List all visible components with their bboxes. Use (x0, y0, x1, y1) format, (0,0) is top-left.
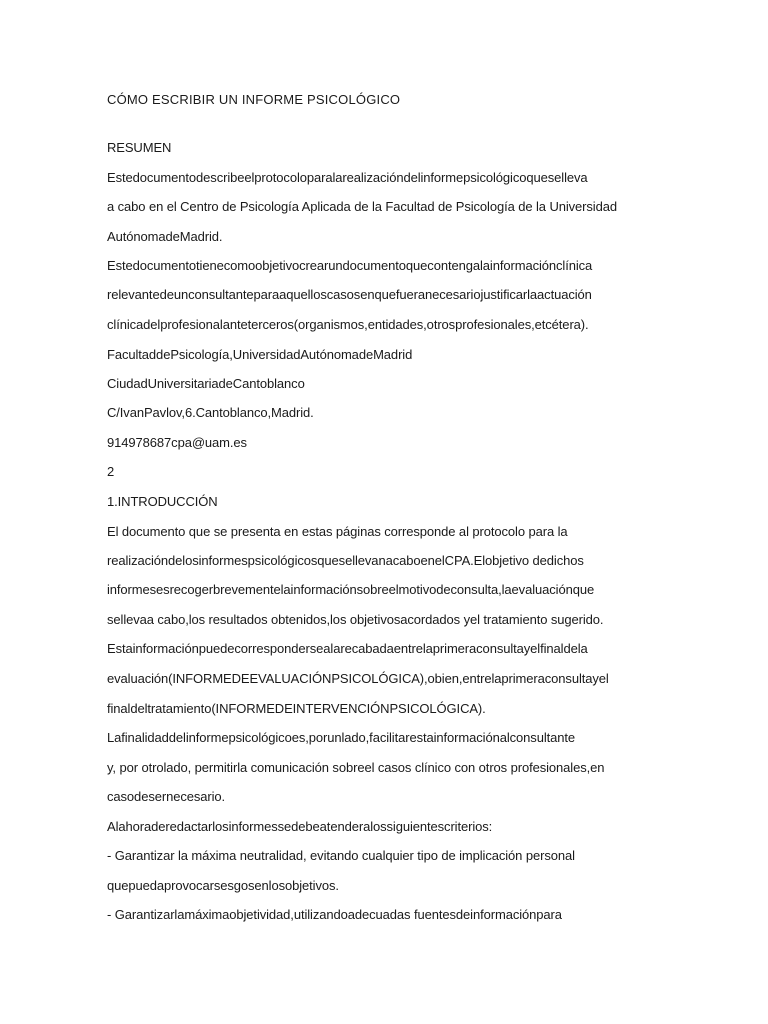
text-line: Alahoraderedactarlosinformessedebeatenderalossiguientescriterios: (107, 819, 493, 834)
text-line: clínicadelprofesionalanteterceros(organismos,entidades,otrosprofesionales,etcétera). (107, 317, 589, 332)
text-line: realizacióndelosinformespsicológicosquesellevanacaboenelCPA.Elobjetivo dedichos (107, 553, 584, 568)
text-line: a cabo en el Centro de Psicología Aplicada de la Facultad de Psicología de la Universidad (107, 199, 617, 214)
document-title: CÓMO ESCRIBIR UN INFORME PSICOLÓGICO (107, 92, 401, 107)
text-line: AutónomadeMadrid. (107, 229, 223, 244)
text-line: relevantedeunconsultanteparaaquelloscasosenquefueranecesariojustificarlaactuación (107, 287, 592, 302)
text-line: FacultaddePsicología,UniversidadAutónomadeMadrid (107, 347, 413, 362)
text-line: sellevaa cabo,los resultados obtenidos,los objetivosacordados yel tratamiento sugerido. (107, 612, 604, 627)
list-item: - Garantizar la máxima neutralidad, evitando cualquier tipo de implicación personal (107, 848, 575, 863)
text-line: casodesernecesario. (107, 789, 226, 804)
summary-heading: RESUMEN (107, 140, 172, 155)
text-line: Lafinalidaddelinformepsicológicoes,porunlado,facilitarestainformaciónalconsultante (107, 730, 576, 745)
text-line: Estedocumentodescribeelprotocoloparalarealizacióndelinformepsicológicoqueselleva (107, 170, 588, 185)
text-line: Estedocumentotienecomoobjetivocrearundocumentoquecontengalainformaciónclínica (107, 258, 593, 273)
text-line: quepuedaprovocarsesgosenlosobjetivos. (107, 878, 339, 893)
text-line: y, por otrolado, permitirla comunicación sobreel casos clínico con otros profesionales,en (107, 760, 605, 775)
text-line: C/IvanPavlov,6.Cantoblanco,Madrid. (107, 405, 314, 420)
section-heading: 1.INTRODUCCIÓN (107, 494, 218, 509)
text-line: finaldeltratamiento(INFORMEDEINTERVENCIÓNPSICOLÓGICA). (107, 701, 486, 716)
text-line: Estainformaciónpuedecorrespondersealarecabadaentrelaprimeraconsultayelfinaldela (107, 641, 588, 656)
list-item: - Garantizarlamáximaobjetividad,utilizandoadecuadas fuentesdeinformaciónpara (107, 907, 562, 922)
text-line: informesesrecogerbrevementelainformaciónsobreelmotivodeconsulta,laevaluaciónque (107, 582, 595, 597)
page-number: 2 (107, 464, 115, 479)
text-line: evaluación(INFORMEDEEVALUACIÓNPSICOLÓGICA),obien,entrelaprimeraconsultayel (107, 671, 609, 686)
text-line: CiudadUniversitariadeCantoblanco (107, 376, 305, 391)
text-line: El documento que se presenta en estas páginas corresponde al protocolo para la (107, 524, 568, 539)
contact-line: 914978687cpa@uam.es (107, 435, 247, 450)
